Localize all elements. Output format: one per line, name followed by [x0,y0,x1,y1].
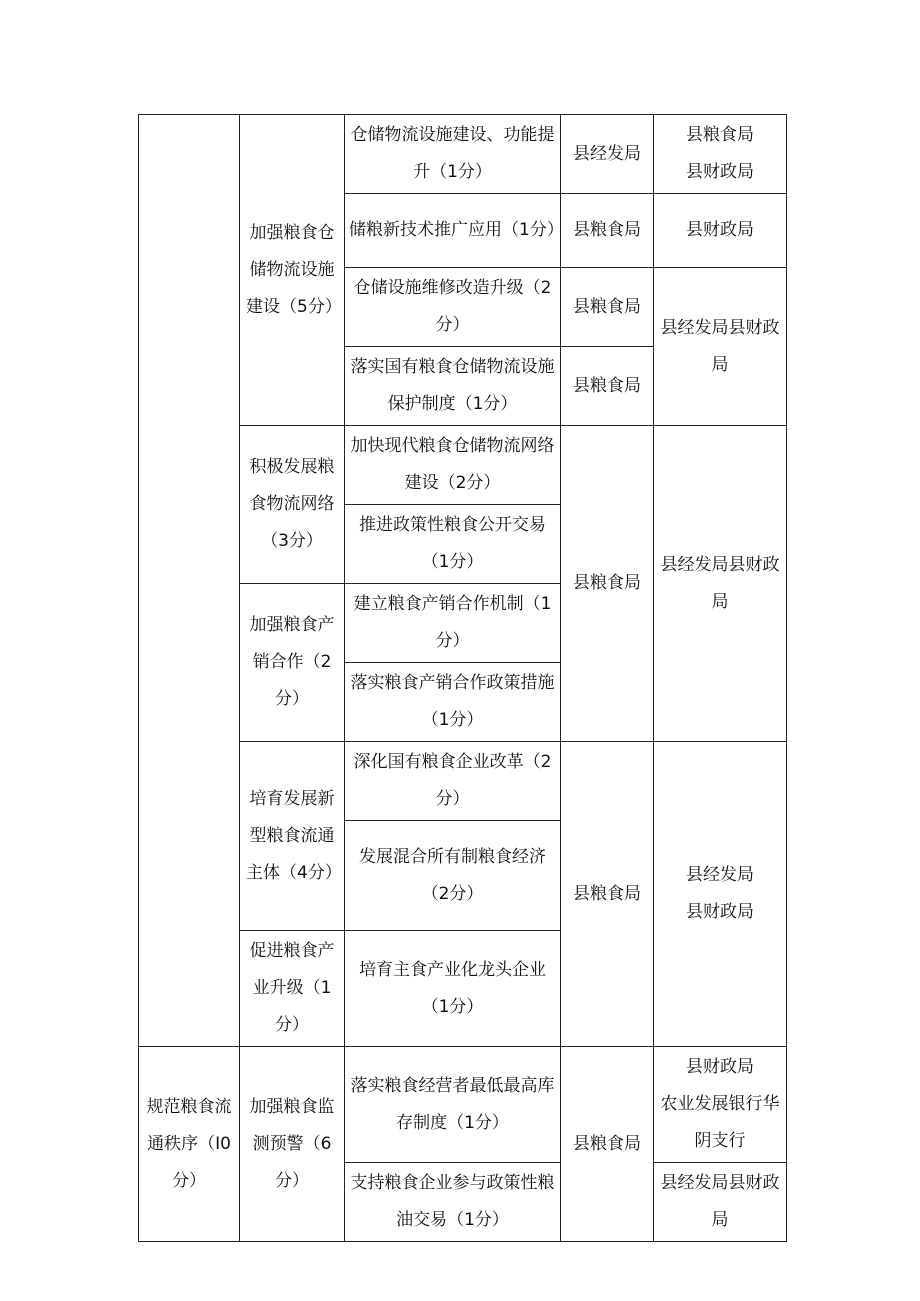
task-cell: 发展混合所有制粮食经济（2分） [345,821,561,931]
subcategory-cell: 加强粮食仓储物流设施建设（5分） [240,115,345,426]
subcategory-cell: 加强粮食监测预警（6分） [240,1047,345,1242]
coop-unit-cell: 县经发局县财政局 [654,268,787,426]
task-cell: 落实粮食产销合作政策措施（1分） [345,663,561,742]
coop-unit-cell: 县经发局县财政局 [654,426,787,742]
table-row [139,1047,787,1163]
task-cell: 仓储物流设施建设、功能提升（1分） [345,115,561,194]
task-cell: 落实国有粮食仓储物流设施保护制度（1分） [345,347,561,426]
category-cell: 规范粮食流通秩序（I0分） [139,1047,240,1242]
coop-unit-cell: 县财政局 农业发展银行华阴支行 [654,1047,787,1163]
lead-unit-cell: 县粮食局 [561,194,654,268]
coop-unit-cell: 县经发局 县财政局 [654,742,787,1047]
subcategory-cell: 加强粮食产销合作（2分） [240,584,345,742]
coop-unit-cell: 县粮食局 县财政局 [654,115,787,194]
task-cell: 深化国有粮食企业改革（2分） [345,742,561,821]
subcategory-cell: 培育发展新型粮食流通主体（4分） [240,742,345,931]
lead-unit-cell: 县经发局 [561,115,654,194]
task-cell: 储粮新技术推广应用（1分） [345,194,561,268]
task-cell: 推进政策性粮食公开交易（1分） [345,505,561,584]
lead-unit-cell: 县粮食局 [561,268,654,347]
lead-unit-cell: 县粮食局 [561,347,654,426]
subcategory-cell: 促进粮食产业升级（1分） [240,931,345,1047]
task-cell: 支持粮食企业参与政策性粮油交易（1分） [345,1163,561,1242]
task-cell: 落实粮食经营者最低最高库存制度（1分） [345,1047,561,1163]
coop-unit-cell: 县财政局 [654,194,787,268]
task-cell: 加快现代粮食仓储物流网络建设（2分） [345,426,561,505]
category-cell [139,115,240,1047]
evaluation-table [138,114,787,1242]
lead-unit-cell: 县粮食局 [561,1047,654,1242]
table-row [139,115,787,194]
lead-unit-cell: 县粮食局 [561,426,654,742]
subcategory-cell: 积极发展粮食物流网络（3分） [240,426,345,584]
lead-unit-cell: 县粮食局 [561,742,654,1047]
task-cell: 建立粮食产销合作机制（1分） [345,584,561,663]
coop-unit-cell: 县经发局县财政局 [654,1163,787,1242]
task-cell: 仓储设施维修改造升级（2分） [345,268,561,347]
task-cell: 培育主食产业化龙头企业（1分） [345,931,561,1047]
